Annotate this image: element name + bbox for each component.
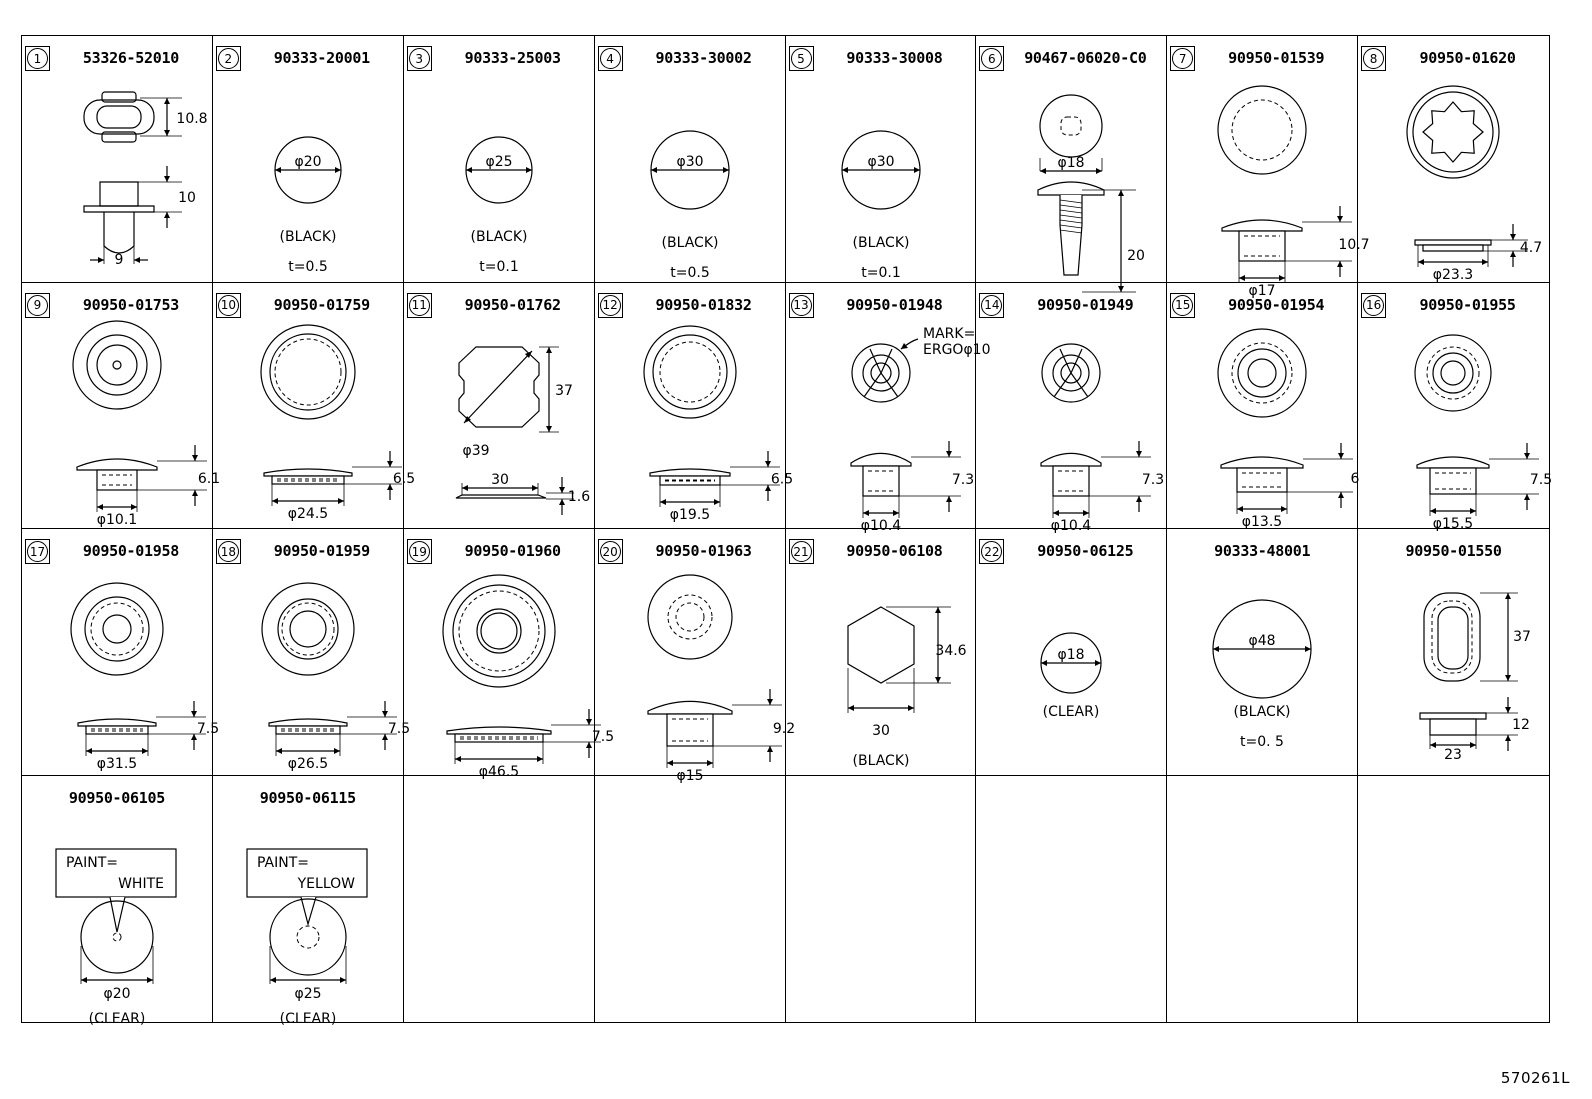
part-drawing — [786, 70, 977, 280]
part-illustration — [22, 317, 221, 528]
part-label: φ25 — [294, 985, 322, 1002]
part-label: 30 — [490, 471, 509, 488]
index-number: 3 — [409, 48, 430, 69]
index-marker — [598, 46, 623, 71]
part-drawing — [976, 563, 1167, 773]
part-cell — [404, 36, 595, 283]
part-number: 90950-06125 — [1037, 542, 1134, 560]
empty-cell — [976, 776, 1167, 1023]
diagram-code: 570261L — [1500, 1069, 1570, 1087]
part-label: 7.5 — [196, 721, 220, 737]
part-label: 7.3 — [951, 471, 974, 488]
part-label: φ15.5 — [1432, 515, 1474, 532]
part-label: t=0. 5 — [1240, 734, 1285, 750]
index-marker — [25, 46, 50, 71]
empty-cell — [595, 776, 786, 1023]
part-drawing — [1358, 563, 1549, 773]
part-drawing — [22, 70, 213, 280]
part-label: φ13.5 — [1242, 513, 1283, 530]
part-illustration — [404, 563, 614, 780]
index-number: 13 — [791, 295, 812, 316]
index-number: 14 — [981, 295, 1002, 316]
part-cell — [1358, 283, 1553, 532]
part-cell — [213, 529, 411, 776]
part-illustration — [595, 317, 793, 527]
part-number: 90950-06108 — [846, 542, 943, 560]
part-number: 90950-01963 — [655, 542, 752, 560]
part-drawing — [22, 810, 213, 1027]
part-label: (BLACK) — [470, 229, 528, 245]
index-marker — [789, 46, 814, 71]
part-number: 90950-01753 — [82, 295, 179, 314]
index-number: 21 — [791, 541, 812, 562]
index-number: 6 — [981, 48, 1002, 69]
index-marker — [789, 293, 814, 318]
part-drawing — [213, 563, 411, 773]
part-illustration — [1358, 563, 1549, 773]
part-cell — [595, 283, 793, 530]
part-label: 37 — [554, 382, 573, 399]
part-cell — [22, 36, 213, 283]
part-cell — [22, 529, 220, 776]
index-number: 1 — [27, 48, 48, 69]
part-drawing — [1167, 563, 1358, 773]
part-cell — [213, 36, 404, 283]
part-cell — [595, 36, 786, 283]
index-number: 2 — [218, 48, 239, 69]
part-number: 90950-06115 — [259, 788, 356, 807]
index-number: 17 — [27, 541, 48, 562]
part-number: 90950-01620 — [1419, 49, 1516, 67]
index-marker — [979, 46, 1004, 71]
part-drawing — [404, 563, 614, 780]
part-label: (CLEAR) — [1043, 704, 1100, 720]
index-marker — [598, 293, 623, 318]
part-illustration — [976, 70, 1167, 280]
part-label: φ26.5 — [287, 756, 329, 772]
part-number: 90950-06105 — [68, 788, 165, 807]
part-illustration — [22, 810, 213, 1027]
index-marker — [25, 293, 50, 318]
index-marker — [789, 539, 814, 564]
part-label: φ48 — [1248, 633, 1276, 649]
part-drawing — [1167, 70, 1370, 299]
part-illustration — [1167, 317, 1360, 530]
part-label: MARK= — [922, 325, 975, 342]
part-label: φ25 — [485, 154, 513, 170]
part-cell — [786, 283, 990, 534]
part-label: 30 — [871, 723, 890, 739]
part-label: φ30 — [676, 154, 704, 170]
part-illustration — [22, 563, 220, 773]
index-marker — [1170, 46, 1195, 71]
part-label: (BLACK) — [852, 235, 909, 251]
part-number: 90950-01759 — [273, 295, 370, 314]
index-marker — [25, 539, 50, 564]
part-label: 34.6 — [934, 643, 967, 659]
part-label: 9 — [114, 252, 124, 268]
part-number: 90950-01762 — [464, 295, 561, 314]
part-drawing — [976, 70, 1167, 280]
part-cell — [976, 529, 1167, 776]
part-label: YELLOW — [297, 875, 355, 892]
index-marker — [1361, 46, 1386, 71]
index-number: 12 — [600, 295, 621, 316]
part-cell — [1167, 529, 1358, 776]
part-label: (CLEAR) — [88, 1010, 146, 1027]
part-label: 7.5 — [1529, 471, 1553, 488]
part-illustration — [213, 810, 404, 1027]
part-label: φ24.5 — [287, 505, 329, 522]
part-cell — [976, 36, 1167, 283]
part-label: (BLACK) — [852, 753, 909, 769]
empty-cell — [404, 776, 595, 1023]
index-number: 4 — [600, 48, 621, 69]
part-label: 6.1 — [197, 470, 221, 487]
part-label: t=0.5 — [669, 265, 710, 281]
empty-cell — [786, 776, 977, 1023]
index-number: 15 — [1172, 295, 1193, 316]
part-cell — [786, 529, 977, 776]
part-drawing — [22, 317, 221, 528]
part-label: PAINT= — [66, 854, 119, 871]
part-label: 6.5 — [392, 470, 416, 487]
part-drawing — [404, 317, 595, 527]
part-number: 53326-52010 — [82, 49, 179, 67]
parts-grid — [21, 35, 1553, 1027]
part-label: φ46.5 — [478, 764, 519, 780]
index-marker — [216, 293, 241, 318]
index-number: 7 — [1172, 48, 1193, 69]
part-drawing — [213, 810, 404, 1027]
part-cell — [22, 283, 221, 530]
part-label: t=0.5 — [288, 259, 328, 275]
part-label: φ10.4 — [1051, 517, 1092, 534]
part-label: 6.5 — [770, 471, 793, 487]
index-number: 10 — [218, 295, 239, 316]
empty-cell — [1358, 776, 1549, 1023]
index-marker — [407, 293, 432, 318]
part-label: 4.7 — [1519, 240, 1543, 256]
index-number: 18 — [218, 541, 239, 562]
part-label: 6 — [1350, 470, 1360, 487]
part-drawing — [595, 70, 786, 280]
part-cell — [213, 776, 404, 1027]
index-marker — [407, 46, 432, 71]
part-label: φ10.1 — [96, 511, 138, 528]
part-label: 20 — [1127, 248, 1146, 264]
part-label: (BLACK) — [1233, 704, 1291, 720]
part-number: 90950-01959 — [273, 542, 370, 560]
part-number: 90950-01958 — [82, 542, 179, 560]
part-drawing — [1358, 70, 1549, 283]
part-number: 90950-01949 — [1037, 295, 1134, 314]
index-number: 11 — [409, 295, 430, 316]
index-number: 20 — [600, 541, 621, 562]
part-label: φ20 — [103, 985, 131, 1002]
part-label: φ39 — [462, 442, 490, 459]
part-drawing — [595, 563, 795, 784]
part-drawing — [976, 317, 1167, 534]
part-drawing — [213, 317, 416, 527]
part-illustration — [786, 563, 977, 773]
part-cell — [595, 529, 795, 784]
part-label: 12 — [1512, 717, 1531, 733]
part-label: φ17 — [1248, 283, 1276, 299]
part-label: 10 — [178, 190, 196, 206]
part-label: φ23.3 — [1432, 267, 1474, 283]
part-label: 23 — [1444, 747, 1463, 763]
part-drawing — [1358, 317, 1553, 532]
part-number: 90333-30002 — [655, 49, 752, 67]
part-label: 7.5 — [387, 721, 411, 737]
part-number: 90950-01955 — [1419, 295, 1516, 314]
part-number: 90950-01948 — [846, 295, 943, 314]
part-label: 10.7 — [1338, 237, 1370, 253]
part-label: t=0.1 — [860, 265, 901, 281]
part-label: 10.8 — [176, 111, 208, 127]
part-cell — [1358, 529, 1549, 776]
part-number: 90950-01832 — [655, 295, 752, 314]
part-number: 90333-25003 — [464, 49, 561, 67]
part-cell — [1358, 36, 1549, 283]
part-cell — [22, 776, 213, 1027]
index-marker — [1361, 293, 1386, 318]
part-illustration — [1358, 317, 1553, 532]
part-label: φ31.5 — [96, 756, 138, 772]
part-illustration — [1167, 70, 1370, 299]
part-label: t=0.1 — [479, 259, 519, 275]
part-drawing — [595, 317, 793, 527]
part-label: 7.3 — [1142, 471, 1165, 488]
part-number: 90950-01954 — [1228, 295, 1325, 314]
part-label: φ18 — [1057, 647, 1085, 663]
part-cell — [786, 36, 977, 283]
part-label: (BLACK) — [661, 235, 719, 251]
part-drawing — [213, 70, 404, 280]
part-label: PAINT= — [256, 854, 309, 871]
part-number: 90467-06020-C0 — [1024, 49, 1147, 67]
part-illustration — [213, 317, 416, 527]
part-label: φ19.5 — [669, 506, 710, 523]
part-illustration — [976, 563, 1167, 773]
index-marker — [216, 46, 241, 71]
part-number: 90950-01539 — [1228, 49, 1325, 67]
part-label: 37 — [1513, 629, 1532, 645]
part-number: 90333-48001 — [1214, 542, 1311, 560]
part-illustration — [404, 70, 595, 280]
part-number: 90333-30008 — [846, 49, 943, 67]
part-label: 9.2 — [772, 721, 795, 737]
part-illustration — [1358, 70, 1549, 283]
part-illustration — [786, 70, 977, 280]
part-drawing — [404, 70, 595, 280]
part-number: 90950-01960 — [464, 542, 561, 560]
index-marker — [979, 293, 1004, 318]
index-marker — [216, 539, 241, 564]
part-label: φ10.4 — [860, 517, 901, 534]
empty-cell — [1167, 776, 1358, 1023]
index-marker — [407, 539, 432, 564]
part-illustration — [22, 70, 213, 280]
index-number: 9 — [27, 295, 48, 316]
part-drawing — [1167, 317, 1360, 530]
part-number: 90950-01550 — [1405, 542, 1502, 560]
part-illustration — [595, 70, 786, 280]
part-label: 1.6 — [567, 488, 590, 505]
part-cell — [976, 283, 1167, 534]
part-illustration — [976, 317, 1167, 534]
part-label: ERGOφ10 — [922, 341, 990, 358]
part-label: (CLEAR) — [279, 1010, 337, 1027]
index-marker — [1170, 293, 1195, 318]
part-illustration — [786, 317, 990, 534]
part-label: φ20 — [294, 154, 322, 170]
index-marker — [979, 539, 1004, 564]
part-label: WHITE — [118, 875, 164, 892]
index-number: 22 — [981, 541, 1002, 562]
part-label: φ18 — [1057, 155, 1085, 171]
part-label: φ15 — [676, 768, 704, 784]
part-cell — [1167, 36, 1370, 299]
part-illustration — [213, 563, 411, 773]
part-cell — [1167, 283, 1358, 530]
part-drawing — [786, 317, 990, 534]
part-number: 90333-20001 — [273, 49, 370, 67]
part-drawing — [786, 563, 977, 773]
part-label: φ30 — [866, 154, 895, 170]
part-illustration — [595, 563, 795, 784]
index-number: 16 — [1363, 295, 1384, 316]
part-cell — [404, 283, 595, 530]
part-illustration — [1167, 563, 1358, 773]
part-illustration — [213, 70, 404, 280]
index-marker — [598, 539, 623, 564]
part-drawing — [22, 563, 220, 773]
part-illustration — [404, 317, 595, 527]
part-cell — [213, 283, 416, 530]
index-number: 19 — [409, 541, 430, 562]
part-label: (BLACK) — [279, 229, 337, 245]
index-number: 8 — [1363, 48, 1384, 69]
index-number: 5 — [791, 48, 812, 69]
part-label: 7.5 — [591, 729, 614, 745]
